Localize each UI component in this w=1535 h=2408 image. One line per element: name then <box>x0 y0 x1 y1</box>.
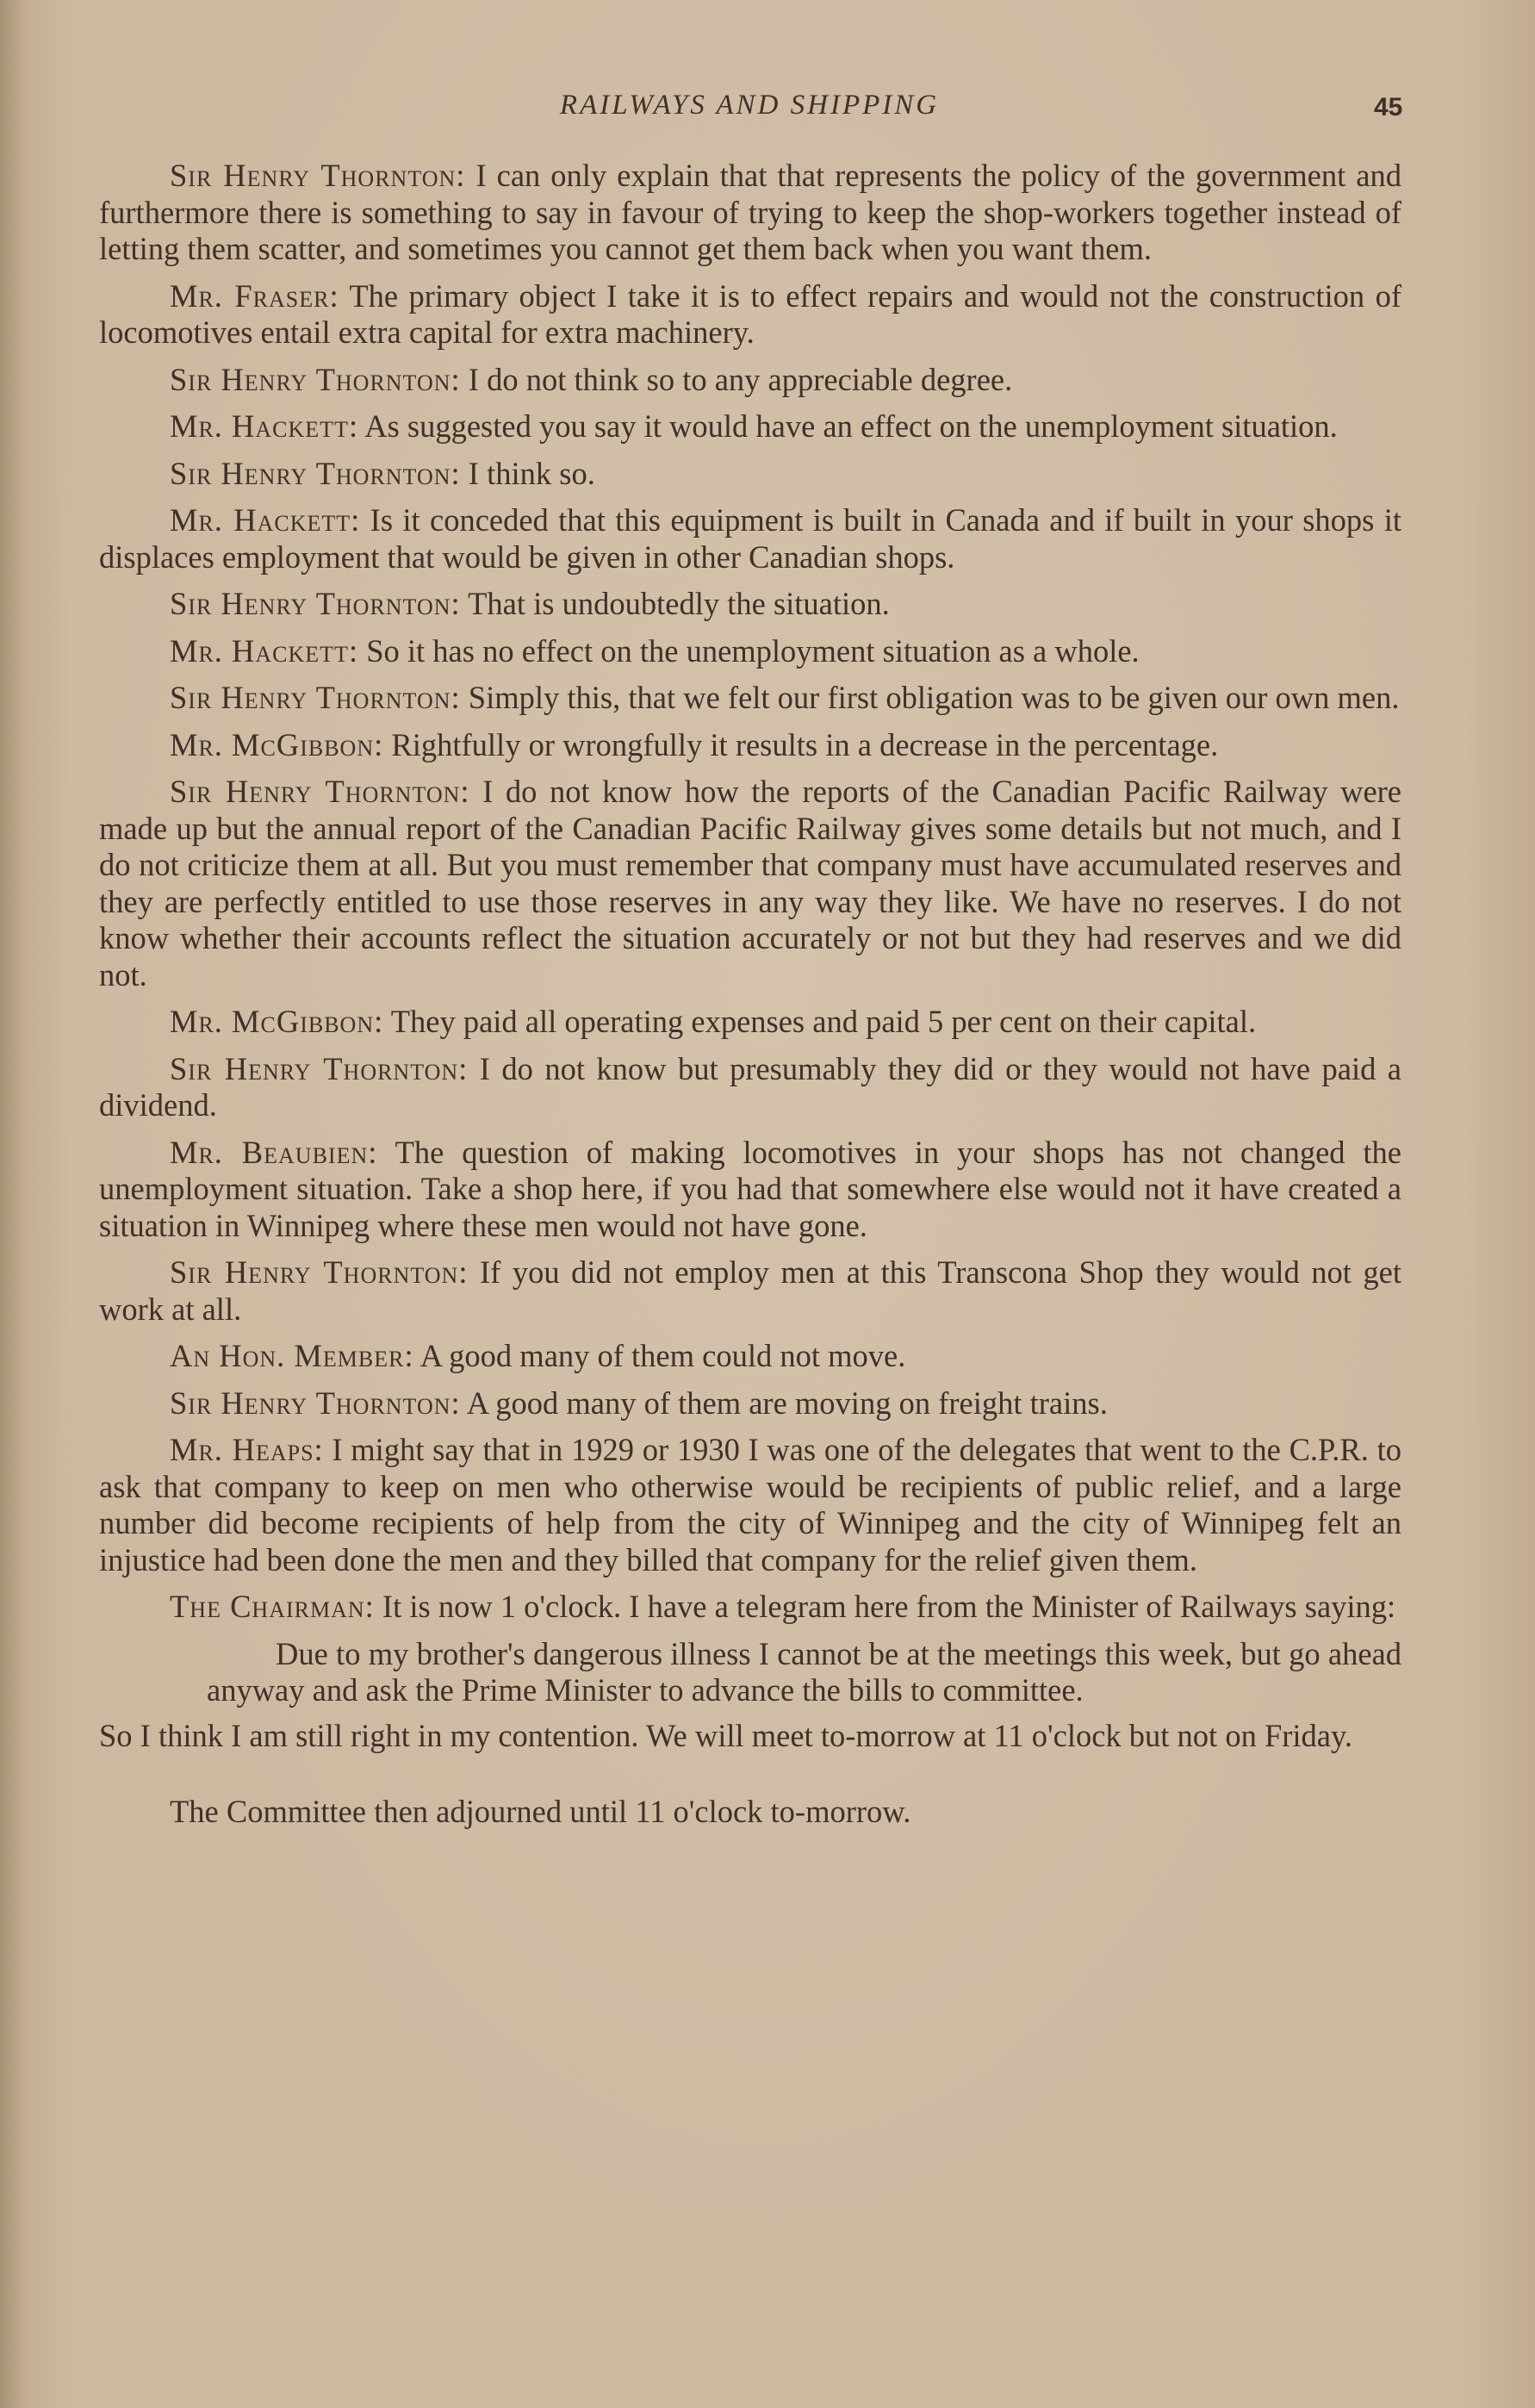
exchange-paragraph <box>99 633 1401 670</box>
speaker-name: The Chairman: <box>170 1589 375 1624</box>
speech-text: I do not know how the reports of the Canadian Pacific Railway were made up but the annual report of the Canadian Pacific Railway gives some details but not much, and I do not criticize them at all. But you must remember that company must have accumulated reserves and they are perfectly entitled to use those reserves in any way they like. We have no reserves. I do not know whether their accounts reflect the situation accurately or not but they had reserves and we did not. <box>99 774 1401 992</box>
speech-text: Simply this, that we felt our first obligation was to be given our own men. <box>460 680 1400 715</box>
speech-text: I do not know but presumably they did or they would not have paid a dividend. <box>99 1050 1401 1123</box>
speaker-name: Sir Henry Thornton: <box>170 1050 469 1086</box>
exchange-paragraph <box>99 1432 1401 1578</box>
page-number: 45 <box>1374 93 1403 121</box>
exchange-paragraph <box>99 408 1401 445</box>
adjournment-note: The Committee then adjourned until 11 o'clock to-morrow. <box>170 1794 911 1829</box>
speech-text: The primary object I take it is to effect repairs and would not the construction of locomotives entail extra capital for extra machinery. <box>99 277 1401 350</box>
speech-text: I think so. <box>460 455 595 491</box>
speech-text: As suggested you say it would have an effect on the unemployment situation. <box>358 408 1338 444</box>
transcript-body <box>99 158 1401 1831</box>
speaker-name: Sir Henry Thornton: <box>170 158 466 193</box>
exchange-paragraph <box>99 456 1401 493</box>
exchange-paragraph <box>99 278 1401 352</box>
exchange-paragraph <box>99 1051 1401 1124</box>
page-header <box>0 86 1535 129</box>
speech-text: So it has no effect on the unemployment situation as a whole. <box>358 632 1140 669</box>
exchange-paragraph <box>99 727 1401 764</box>
speaker-name: Mr. Hackett: <box>170 408 359 444</box>
speech-text: Is it conceded that this equipment is built in Canada and if built in your shops it displaces employment that would be given in other Canadian shops. <box>99 502 1401 575</box>
speech-text: It is now 1 o'clock. I have a telegram here from the Minister of Railways saying: <box>374 1589 1396 1624</box>
speech-text: I do not think so to any appreciable degree. <box>460 361 1013 397</box>
speaker-name: Mr. McGibbon: <box>170 726 384 762</box>
speaker-name: An Hon. Member: <box>170 1338 414 1373</box>
speech-text: They paid all operating expenses and paid 5 per cent on their capital. <box>383 1004 1257 1039</box>
speaker-name: Sir Henry Thornton: <box>170 774 470 809</box>
speaker-name: Sir Henry Thornton: <box>170 361 461 397</box>
speech-text: The question of making locomotives in your shops has not changed the unemployment situation. Take a shop here, if you had that somewhere else would not it have created a situation in Winnipeg where these men would not have gone. <box>99 1134 1401 1243</box>
speech-text: A good many of them could not move. <box>413 1338 906 1373</box>
speech-text: That is undoubtedly the situation. <box>460 586 890 621</box>
speaker-name: Mr. Heaps: <box>170 1432 324 1467</box>
speaker-name: Mr. Hackett: <box>170 632 359 669</box>
exchange-paragraph <box>99 1385 1401 1422</box>
exchange-paragraph <box>99 502 1401 576</box>
exchange-paragraph <box>99 1004 1401 1041</box>
speech-text: I might say that in 1929 or 1930 I was one of the delegates that went to the C.P.R. to ask that company to keep on men who otherwise would be recipients of public relief, and a large number did become recipients of help from the city of Winnipeg and the city of Winnipeg felt an injustice had been done the men and they billed that company for the relief given them. <box>99 1432 1401 1577</box>
exchange-paragraph <box>99 774 1401 993</box>
exchange-paragraph <box>99 1338 1401 1375</box>
speech-text: If you did not employ men at this Transcona Shop they would not get work at all. <box>99 1254 1401 1327</box>
speaker-name: Mr. Hackett: <box>170 502 361 538</box>
exchange-paragraph <box>99 362 1401 399</box>
exchange-paragraph <box>99 1589 1401 1626</box>
running-title: RAILWAYS AND SHIPPING <box>559 90 940 121</box>
speaker-name: Sir Henry Thornton: <box>170 1384 461 1421</box>
speaker-name: Sir Henry Thornton: <box>170 1254 469 1290</box>
speaker-name: Mr. Fraser: <box>170 277 339 314</box>
exchange-paragraph <box>99 1135 1401 1245</box>
exchange-paragraph <box>99 586 1401 623</box>
speaker-name: Mr. McGibbon: <box>170 1004 384 1039</box>
speaker-name: Sir Henry Thornton: <box>170 680 461 715</box>
speech-text: I can only explain that that represents the policy of the government and furthermore there is something to say in favour of trying to keep the shop-workers together instead of letting them scatter, and sometimes you cannot get them back when you want them. <box>99 158 1401 266</box>
exchange-paragraph <box>99 158 1401 268</box>
speech-text: A good many of them are moving on freight trains. <box>460 1384 1108 1421</box>
speaker-name: Sir Henry Thornton: <box>170 586 461 621</box>
exchange-paragraph <box>99 1254 1401 1328</box>
telegram-quote: Due to my brother's dangerous illness I cannot be at the meetings this week, but go ahead anyway and ask the Prime Minister to advance the bills to committee. <box>207 1635 1401 1708</box>
speaker-name: Sir Henry Thornton: <box>170 455 461 491</box>
exchange-paragraph <box>99 680 1401 717</box>
speaker-name: Mr. Beaubien: <box>170 1134 378 1170</box>
continuation-paragraph: So I think I am still right in my contention. We will meet to-morrow at 11 o'clock but not on Friday. <box>99 1717 1352 1753</box>
speech-text: Rightfully or wrongfully it results in a decrease in the percentage. <box>383 726 1219 762</box>
